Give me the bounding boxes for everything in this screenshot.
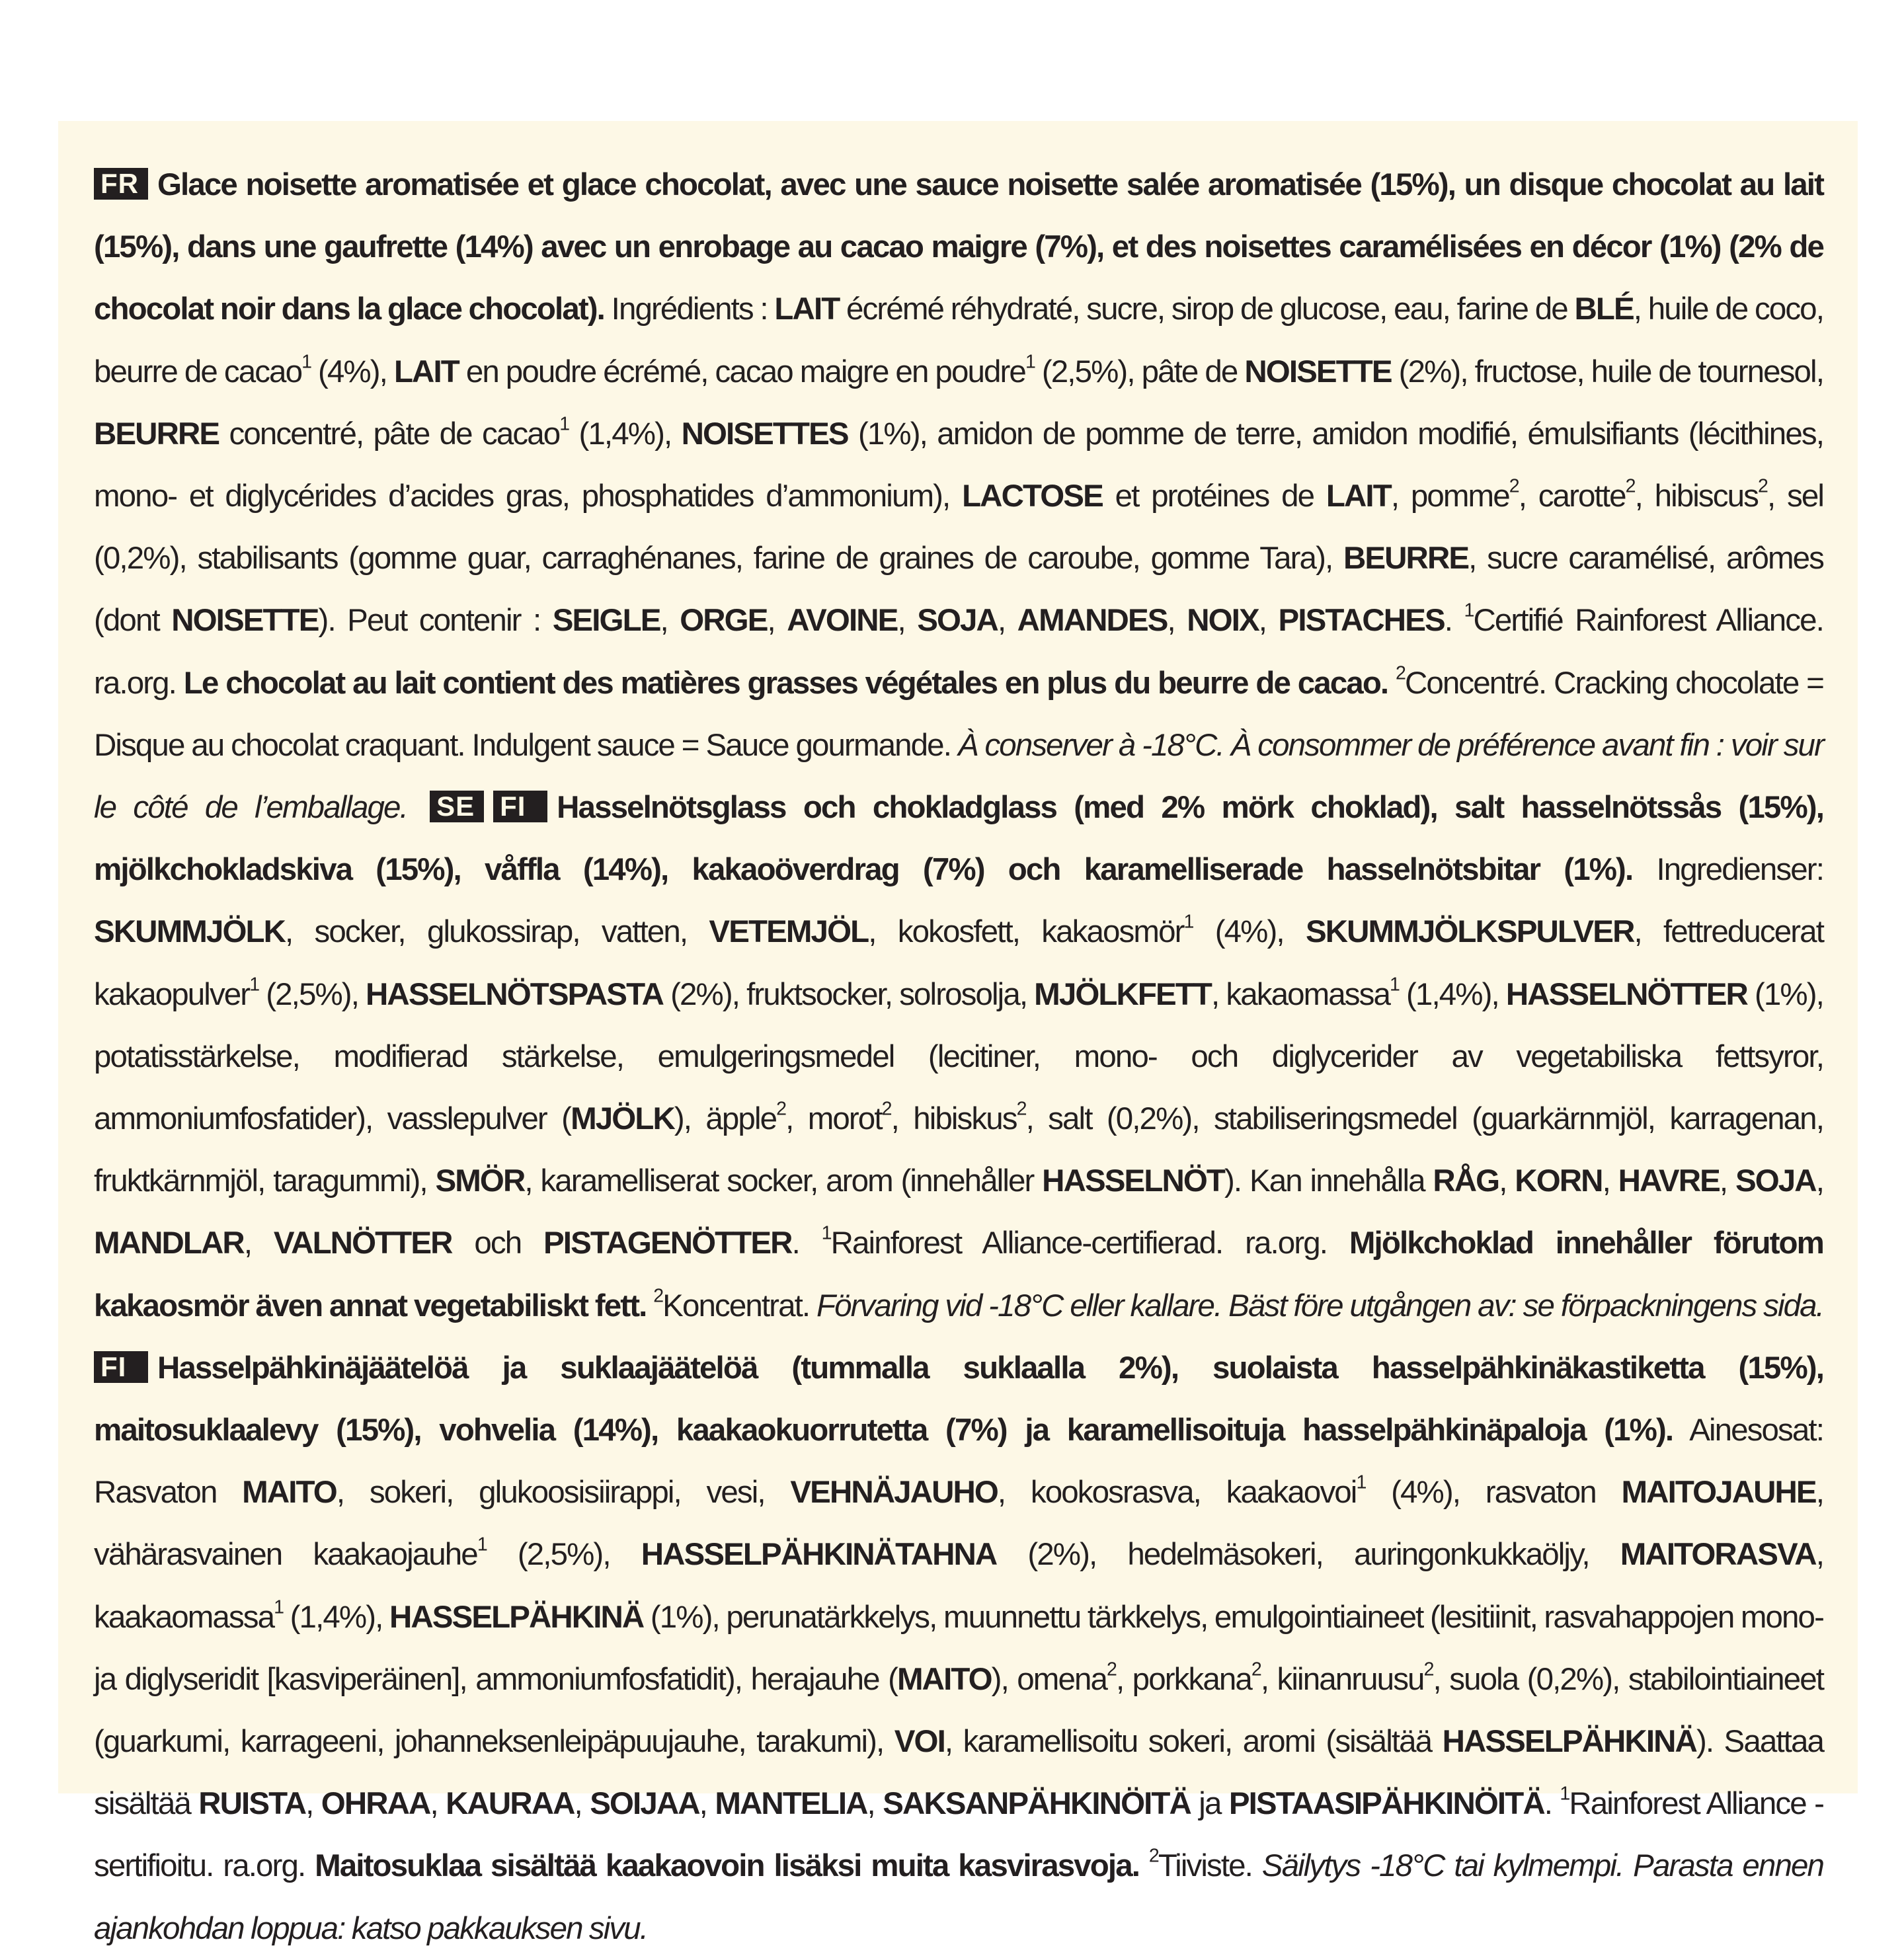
text: , vähärasvainen kaakaojauhe [94, 1475, 1823, 1573]
text: . [791, 1226, 822, 1261]
allergen: NOIX [1187, 603, 1259, 639]
allergen: MANTELIA [715, 1786, 867, 1822]
text: (2,5%), pâte de [1034, 354, 1245, 389]
allergen: MJÖLKFETT [1034, 976, 1212, 1012]
text: , [430, 1786, 446, 1822]
allergen: MAITORASVA [1620, 1537, 1816, 1573]
text: , [1602, 1163, 1618, 1199]
footnote-mark: 2 [1758, 475, 1767, 497]
allergen: MAITOJAUHE [1621, 1475, 1816, 1510]
allergen: SOJA [917, 603, 998, 639]
allergen: MJÖLK [571, 1101, 674, 1137]
text: , sokeri, glukoosisiirappi, vesi, [336, 1475, 791, 1510]
allergen: HASSELPÄHKINÄTAHNA [641, 1537, 997, 1573]
allergen: SAKSANPÄHKINÖITÄ [883, 1786, 1191, 1822]
text: , [767, 603, 787, 639]
text: , carotte [1518, 479, 1626, 514]
text: ). Kan innehålla [1224, 1163, 1433, 1199]
footnote-mark: 1 [477, 1534, 487, 1556]
section-fi [94, 1337, 1823, 1960]
text: , [305, 1786, 321, 1822]
text: , [243, 1226, 274, 1261]
allergen: SEIGLE [552, 603, 660, 639]
product-name-fi: Hasselpähkinäjäätelöä ja suklaajäätelöä (tummalla suklaalla 2%), suolaista hasselpähkinäkastiketta (15%), maitosuklaalevy (15%), vohvelia (14%), kaakaokuorrutetta (7%) ja karamellisoituja hasselpähkinäpaloja (1%). [94, 1350, 1823, 1448]
allergen: LAIT [774, 292, 840, 327]
text: , socker, glukossirap, vatten, [285, 914, 709, 950]
allergen: LACTOSE [962, 479, 1103, 514]
text: , kokosfett, kakaosmör [868, 914, 1184, 950]
text: , kookosrasva, kaakaovoi [997, 1475, 1357, 1510]
footnote-mark: 1 [301, 351, 311, 373]
text [646, 1288, 653, 1323]
allergen: NOISETTE [171, 603, 319, 639]
text: , kiinanruusu [1260, 1661, 1424, 1697]
allergen: MANDLAR [94, 1226, 244, 1261]
text: , fettreducerat kakaopulver [94, 914, 1823, 1012]
text: (2,5%), [258, 976, 366, 1012]
text: , salt (0,2%), stabiliseringsmedel (guarkärnmjöl, karragenan, fruktkärnmjöl, taragummi), [94, 1101, 1823, 1199]
footnote-mark: 2 [1625, 475, 1635, 497]
text: et protéines de [1102, 479, 1326, 514]
footnote-mark: 1 [1560, 1783, 1569, 1805]
allergen: SOJA [1735, 1163, 1816, 1199]
text: écrémé réhydraté, sucre, sirop de glucose, eau, farine de [839, 292, 1575, 327]
text: Concentré. Cracking chocolate = Disque au chocolat craquant. Indulgent sauce = Sauce gourmande. [94, 665, 1823, 763]
allergen: ORGE [680, 603, 768, 639]
lang-badge-fr: FR [94, 168, 148, 200]
text: (1%), amidon de pomme de terre, amidon modifié, émulsifiants (lécithines, mono- et diglycérides d’acides gras, phosphatides d’ammonium), [94, 416, 1823, 514]
text: , [897, 603, 918, 639]
text: , [660, 603, 680, 639]
allergen: VOI [894, 1724, 945, 1760]
allergen: OHRAA [321, 1786, 430, 1822]
allergen: SKUMMJÖLK [94, 914, 286, 950]
allergen: PISTACHES [1278, 603, 1445, 639]
text: (2%), fructose, huile de tournesol, [1391, 354, 1823, 389]
text: (4%), [311, 354, 394, 389]
text: (2%), fruktsocker, solrosolja, [663, 976, 1035, 1012]
ingredients-text [94, 154, 1823, 1960]
text: ), omena [991, 1661, 1107, 1697]
allergen: BEURRE [94, 416, 219, 451]
text: ). Saattaa sisältää [94, 1724, 1824, 1822]
allergen: HASSELNÖTSPASTA [366, 976, 664, 1012]
section-fr-se [94, 154, 1823, 1337]
text: (4%), [1193, 914, 1306, 950]
allergen: HASSELPÄHKINÄ [1442, 1724, 1696, 1760]
text: , karamellisoitu sokeri, aromi (sisältää [944, 1724, 1443, 1760]
text: Rainforest Alliance -sertifioitu. ra.org. [94, 1786, 1823, 1884]
footnote-mark: 2 [1251, 1659, 1261, 1680]
lang-badge-fi-small: FI [493, 791, 547, 822]
lang-badge-se: SE [430, 791, 484, 822]
text: Rainforest Alliance-certifierad. ra.org. [830, 1226, 1349, 1261]
allergen: NOISETTE [1244, 354, 1392, 389]
allergen: MAITO [242, 1475, 337, 1510]
product-name-fr: Glace noisette aromatisée et glace chocolat, avec une sauce noisette salée aromatisée (15%), un disque chocolat au lait (15%), dans une gaufrette (14%) avec un enrobage au cacao maigre (7%), et des noisettes caramélisées en décor (1%) (2% de chocolat noir dans la glace chocolat). [94, 167, 1823, 327]
text: , hibiscus [1634, 479, 1758, 514]
text: , kaakaomassa [94, 1537, 1823, 1635]
footnote-mark: 2 [1148, 1846, 1158, 1867]
allergen: HASSELNÖTTER [1505, 976, 1747, 1012]
allergen: HASSELPÄHKINÄ [389, 1599, 644, 1635]
allergen: AMANDES [1017, 603, 1168, 639]
storage-text-se: Förvaring vid -18°C eller kallare. Bäst före utgången av: se förpackningens sida. [816, 1288, 1823, 1323]
footnote-mark: 1 [249, 974, 259, 996]
text: , kakaomassa [1211, 976, 1390, 1012]
footnote-mark: 1 [1464, 600, 1474, 622]
allergen: HAVRE [1618, 1163, 1720, 1199]
text: , pomme [1390, 479, 1509, 514]
text: , sucre caramélisé, arômes (dont [94, 541, 1823, 639]
text: , [699, 1786, 715, 1822]
text: Ingredienser: [1632, 852, 1823, 888]
text: ), äpple [674, 1101, 777, 1137]
text: , [1167, 603, 1187, 639]
text: , porkkana [1115, 1661, 1251, 1697]
allergen: AVOINE [787, 603, 898, 639]
allergen: KORN [1515, 1163, 1603, 1199]
allergen: LAIT [393, 354, 459, 389]
text: (1,4%), [283, 1599, 389, 1635]
footnote-mark: 1 [559, 413, 569, 435]
allergen: KAURAA [446, 1786, 575, 1822]
allergen: SMÖR [435, 1163, 525, 1199]
product-name-se: Hasselnötsglass och chokladglass (med 2% mörk choklad), salt hasselnötssås (15%), mjölkchokladskiva (15%), våffla (14%), kakaoöverdrag (7%) och karamelliserade hasselnötsbitar (1%). [94, 790, 1823, 888]
text: Certifié Rainforest Alliance. ra.org. [94, 603, 1823, 701]
lang-badge-fi: FI [94, 1351, 148, 1383]
text [1388, 666, 1396, 701]
footnote-mark: 2 [1016, 1098, 1026, 1120]
allergen: RUISTA [198, 1786, 306, 1822]
allergen: PISTAASIPÄHKINÖITÄ [1228, 1786, 1544, 1822]
footnote-mark: 2 [881, 1098, 891, 1120]
text: , [1719, 1163, 1735, 1199]
footnote-mark: 1 [1183, 912, 1193, 933]
text-bold: Maitosuklaa sisältää kaakaovoin lisäksi muita kasvirasvoja. [315, 1848, 1140, 1884]
text-bold: Le chocolat au lait contient des matières grasses végétales en plus du beurre de cacao. [183, 665, 1388, 701]
allergen: MAITO [897, 1661, 992, 1697]
text: , [867, 1786, 883, 1822]
footnote-mark: 1 [821, 1223, 831, 1245]
text: ). Peut contenir : [318, 603, 553, 639]
text: , [1258, 603, 1279, 639]
footnote-mark: 2 [1107, 1659, 1116, 1680]
text: (2,5%), [486, 1537, 641, 1573]
allergen: LAIT [1326, 479, 1391, 514]
allergen: PISTAGENÖTTER [543, 1226, 792, 1261]
footnote-mark: 2 [1509, 475, 1519, 497]
allergen: VETEMJÖL [709, 914, 869, 950]
footnote-mark: 2 [776, 1098, 786, 1120]
text: ja [1190, 1786, 1229, 1822]
storage-text-fi: Säilytys -18°C tai kylmempi. Parasta ennen ajankohdan loppua: katso pakkauksen sivu. [94, 1848, 1824, 1946]
footnote-mark: 1 [1390, 974, 1399, 996]
text: , suola (0,2%), stabilointiaineet (guarkumi, karrageeni, johanneksenleipäpuujauhe, tarakumi), [94, 1661, 1824, 1760]
text: Ingrédients : [604, 292, 775, 327]
text: , morot [785, 1101, 882, 1137]
allergen: BLÉ [1574, 292, 1634, 327]
text: . [1544, 1786, 1560, 1822]
text: concentré, pâte de cacao [219, 416, 560, 451]
text: Koncentrat. [662, 1288, 816, 1323]
ingredients-panel [58, 121, 1858, 1946]
allergen: VEHNÄJAUHO [790, 1475, 998, 1510]
text: , [1499, 1163, 1515, 1199]
storage-text-fr: À conserver à -18°C. À consommer de préférence avant fin : voir sur le côté de l’emballage. [94, 727, 1823, 826]
text: Ainesosat: Rasvaton [94, 1413, 1824, 1510]
footnote-mark: 1 [274, 1596, 284, 1618]
text: (1,4%), [569, 416, 682, 451]
footnote-mark: 2 [1396, 662, 1405, 684]
text: (4%), rasvaton [1365, 1475, 1622, 1510]
text: (1%), potatisstärkelse, modifierad stärkelse, emulgeringsmedel (lecitiner, mono- och diglycerider av vegetabiliska fettsyror, ammoniumfosfatider), vasslepulver ( [94, 976, 1823, 1137]
text: , karamelliserat socker, arom (innehåller [524, 1163, 1043, 1199]
text: Tiiviste. [1158, 1848, 1262, 1884]
text: en poudre écrémé, cacao maigre en poudre [458, 354, 1025, 389]
text: . [1444, 603, 1464, 639]
allergen: HASSELNÖT [1042, 1163, 1225, 1199]
allergen: RÅG [1433, 1163, 1499, 1199]
footnote-mark: 2 [653, 1285, 663, 1307]
text-bold: Mjölkchoklad innehåller förutom kakaosmör även annat vegetabiliskt fett. [94, 1226, 1823, 1323]
text [1139, 1848, 1149, 1883]
footnote-mark: 2 [1423, 1659, 1433, 1680]
text: (2%), hedelmäsokeri, auringonkukkaöljy, [996, 1537, 1620, 1573]
text: , hibiskus [891, 1101, 1017, 1137]
text: , [1815, 1163, 1823, 1199]
text: , huile de coco, beurre de cacao [94, 292, 1823, 389]
allergen: SKUMMJÖLKSPULVER [1305, 914, 1634, 950]
text: , sel (0,2%), stabilisants (gomme guar, carraghénanes, farine de graines de caroube, gomme Tara), [94, 479, 1823, 576]
text: och [452, 1226, 544, 1261]
allergen: VALNÖTTER [273, 1226, 452, 1261]
allergen: SOIJAA [590, 1786, 699, 1822]
allergen: BEURRE [1343, 541, 1469, 576]
text: (1%), perunatärkkelys, muunnettu tärkkelys, emulgointiaineet (lesitiinit, rasvahappojen mono- ja diglyseridit [kasviperäinen], ammoniumfosfatidit), herajauhe ( [94, 1599, 1823, 1697]
text: , [574, 1786, 590, 1822]
text: , [997, 603, 1017, 639]
allergen: NOISETTES [681, 416, 848, 451]
text: (1,4%), [1398, 976, 1506, 1012]
footnote-mark: 1 [1356, 1471, 1366, 1493]
footnote-mark: 1 [1025, 351, 1035, 373]
